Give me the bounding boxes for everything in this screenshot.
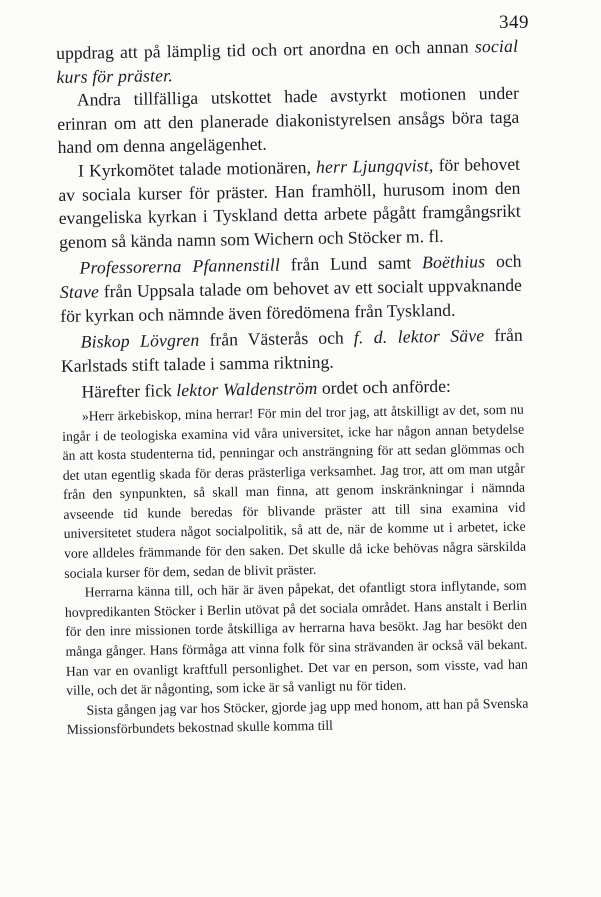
quote-paragraph-last-visit: Sista gången jag var hos Stöcker, gjorde jag upp med honom, att han på Svenska Missionsförbundets bekostnad skulle komma till xyxy=(66,695,529,738)
paragraph-committee: Andra tillfälliga utskottet hade avstyrkt motionen under erinran om att den planerade diakonistyrelsen ansågs böra taga hand om denna angelägenhet. xyxy=(57,82,520,158)
paragraph-professors: Professorerna Pfannenstill från Lund samt Boëthius och Stave från Uppsala talade om behovet av ett socialt uppvaknande för kyrkan och nämnde även föredömena från Tyskland. xyxy=(59,251,523,326)
quoted-speech xyxy=(62,400,529,740)
page-number: 349 xyxy=(499,12,529,33)
body-text xyxy=(56,35,529,740)
paragraph-waldenstrom: Härefter fick lektor Waldenström ordet och anförde: xyxy=(81,376,451,402)
quote-paragraph-stocker: Herrarna känna till, och här är även påpekat, det ofantligt stora inflytande, som hovpredikanten Stöcker i Berlin utövat på det sociala området. Hans anstalt i Berlin för den inre missionen torde åtskilliga av herrarna hava besökt. Jag har besökt den många gånger. Hans förmåga att vinna folk för sina strävanden är också väl bekant. Han var en ovanligt kraftfull personlighet. Det var en person, som visste, vad han ville, och det är någonting, som icke är så vanligt nu för tiden. xyxy=(64,577,528,699)
main-text xyxy=(56,35,524,405)
paragraph-continuation: uppdrag att på lämplig tid och ort anordna en och annan social kurs för präster. xyxy=(56,35,519,87)
paragraph-bishop: Biskop Lövgren från Västerås och f. d. lektor Säve från Karlstads stift talade i samma riktning. xyxy=(60,324,523,376)
paragraph-ljungqvist: I Kyrkomötet talade motionären, herr Ljungqvist, för behovet av sociala kurser för präster. Han framhöll, hurusom inom den evangeliska kyrkan i Tyskland detta arbete pågått framgångsrikt genom så kända namn som Wichern och Stöcker m. fl. xyxy=(58,153,521,252)
quote-paragraph-examina: »Herr ärkebiskop, mina herrar! För min del tror jag, att åtskilligt av det, som nu ingår i de teologiska examina vid våra universitet, icke har någon annan betydelse än att kosta studenterna tid, penningar och ansträngning för att sedan glömmas och det utan egentlig skada för deras prästerliga verksamhet. Jag tror, att om man utgår från den synpunkten, så skall man finna, att genom inskränkningar i nämnda avseende tid kunde beredas för blivande präster att till sina examina vid universitetet studera något socialpolitik, så att de, när de komme ut i arbetet, icke vore alldeles främmande för den saken. Det skulle då icke behövas några särskilda sociala kurser för dem, sedan de blivit präster. xyxy=(62,401,527,581)
